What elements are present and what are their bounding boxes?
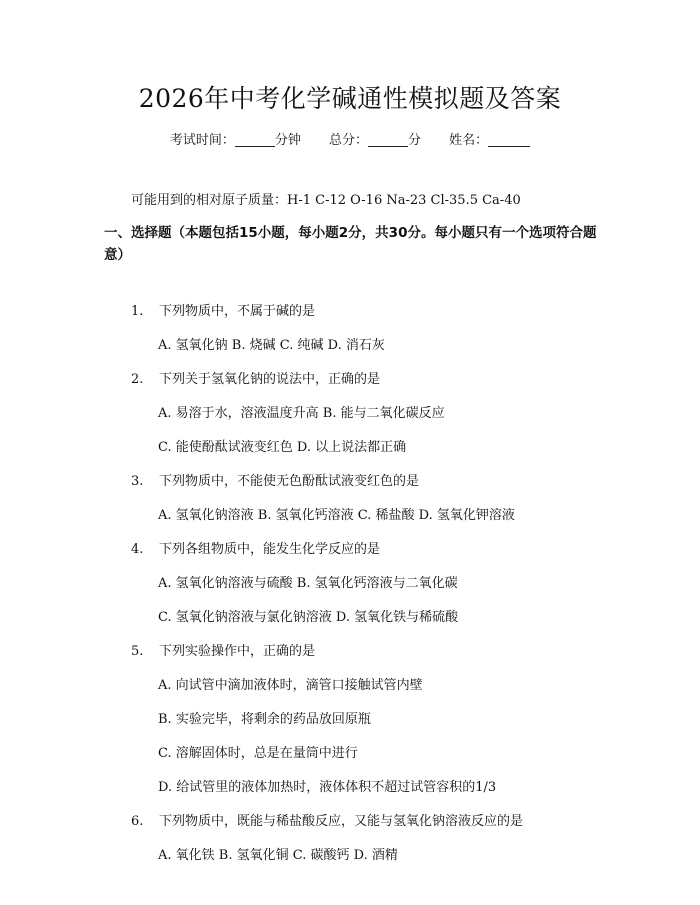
- question-options: A. 氢氧化钠溶液与硫酸 B. 氢氧化钙溶液与二氧化碳: [158, 576, 458, 591]
- name-blank: [488, 132, 530, 147]
- section-heading: 一、选择题（本题包括15小题，每小题2分，共30分。每小题只有一个选项符合题意）: [104, 225, 597, 263]
- question-options: C. 氢氧化钠溶液与氯化钠溶液 D. 氢氧化铁与稀硫酸: [158, 610, 459, 625]
- question-options: D. 给试管里的液体加热时，液体体积不超过试管容积的1/3: [158, 780, 497, 795]
- question-stem: [131, 642, 315, 662]
- time-label: 考试时间：: [169, 133, 235, 148]
- question-number: 3.: [131, 474, 144, 489]
- time-blank: [235, 132, 275, 147]
- score-unit: 分: [408, 133, 422, 148]
- question-number: 4.: [131, 542, 144, 557]
- question-options: A. 向试管中滴加液体时，滴管口接触试管内壁: [158, 678, 423, 693]
- question-options: B. 实验完毕，将剩余的药品放回原瓶: [158, 712, 371, 727]
- exam-info-row: [0, 131, 700, 151]
- question-number: 6.: [131, 814, 144, 829]
- question-text: 下列实验操作中，正确的是: [159, 644, 316, 659]
- question-text: 下列关于氢氧化钠的说法中，正确的是: [159, 372, 381, 387]
- question-number: 5.: [131, 644, 144, 659]
- question-text: 下列物质中，既能与稀盐酸反应，又能与氢氧化钠溶液反应的是: [159, 814, 524, 829]
- question-number: 1.: [131, 304, 144, 319]
- atomic-masses: 可能用到的相对原子质量：H-1 C-12 O-16 Na-23 Cl-35.5 Ca-40: [131, 193, 521, 208]
- question-number: 2.: [131, 372, 144, 387]
- question-options: A. 氢氧化钠溶液 B. 氢氧化钙溶液 C. 稀盐酸 D. 氢氧化钾溶液: [158, 508, 515, 523]
- question-options: A. 易溶于水，溶液温度升高 B. 能与二氧化碳反应: [158, 406, 445, 421]
- question-text: 下列物质中，不属于碱的是: [159, 304, 316, 319]
- name-field: [449, 131, 530, 151]
- time-unit: 分钟: [274, 133, 301, 148]
- question-stem: [131, 472, 419, 492]
- score-label: 总分：: [328, 133, 368, 148]
- page-title: 2026年中考化学碱通性模拟题及答案: [138, 84, 562, 113]
- name-label: 姓名：: [449, 133, 489, 148]
- question-options: C. 能使酚酞试液变红色 D. 以上说法都正确: [158, 440, 407, 455]
- time-field: [170, 131, 301, 151]
- question-stem: [131, 540, 380, 560]
- question-stem: [131, 302, 315, 322]
- score-field: [329, 131, 421, 151]
- question-options: A. 氧化铁 B. 氢氧化铜 C. 碳酸钙 D. 酒精: [158, 848, 398, 863]
- question-options: C. 溶解固体时，总是在量筒中进行: [158, 746, 358, 761]
- question-text: 下列各组物质中，能发生化学反应的是: [159, 542, 381, 557]
- question-options: A. 氢氧化钠 B. 烧碱 C. 纯碱 D. 消石灰: [158, 338, 385, 353]
- question-stem: [131, 370, 380, 390]
- question-stem: [131, 812, 523, 832]
- question-text: 下列物质中，不能使无色酚酞试液变红色的是: [159, 474, 420, 489]
- score-blank: [368, 132, 408, 147]
